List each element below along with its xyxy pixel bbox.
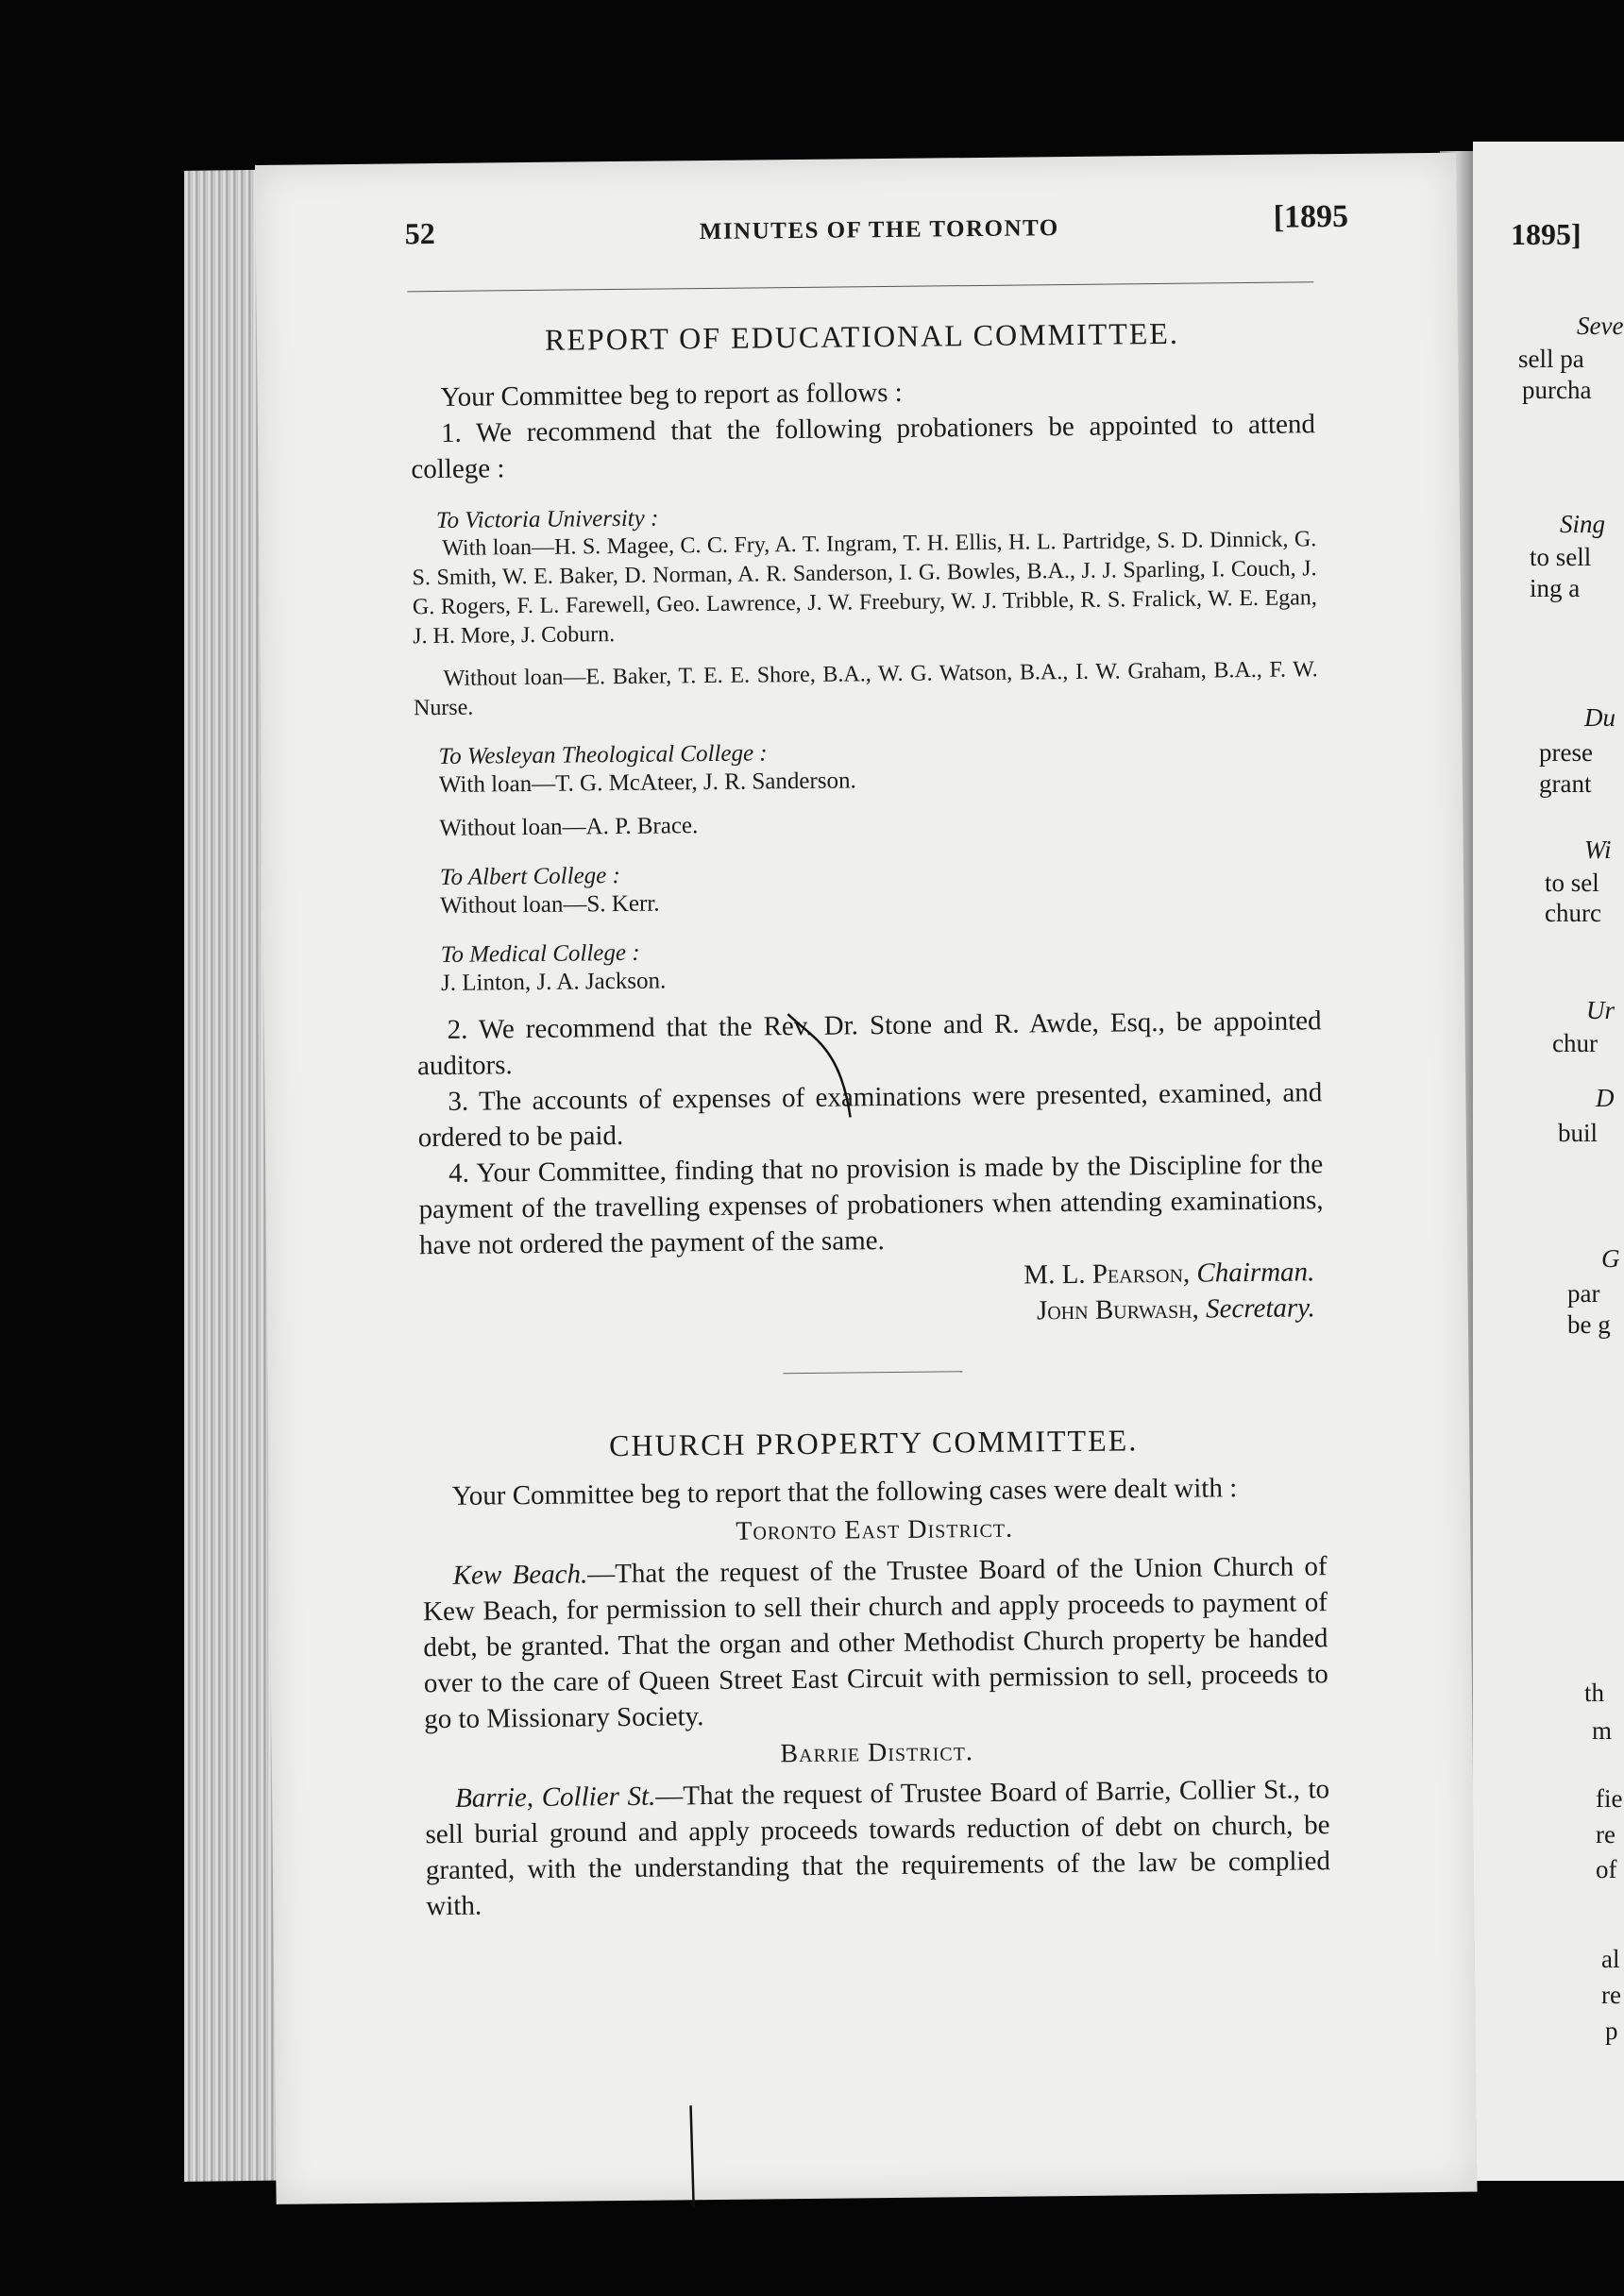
facing-page-year: 1895] bbox=[1511, 217, 1582, 251]
albert-without-loan: Without loan—S. Kerr. bbox=[440, 890, 660, 919]
section-divider bbox=[783, 1371, 962, 1374]
facing-line: D bbox=[1596, 1084, 1615, 1112]
educational-item-3: 3. The accounts of expenses of examinations were presented, examined, and ordered to be paid. bbox=[417, 1077, 1323, 1154]
facing-line: al bbox=[1601, 1945, 1620, 1973]
educational-item-1: 1. We recommend that the following probationers be appointed to attend college : bbox=[411, 409, 1316, 485]
facing-line: sell pa bbox=[1518, 345, 1584, 373]
educational-heading: REPORT OF EDUCATIONAL COMMITTEE. bbox=[544, 315, 1180, 357]
facing-line: G bbox=[1601, 1244, 1620, 1273]
facing-line: Sing bbox=[1560, 510, 1606, 538]
facing-line: buil bbox=[1558, 1119, 1599, 1147]
running-title: MINUTES OF THE TORONTO bbox=[699, 215, 1059, 245]
facing-line: p bbox=[1605, 2017, 1618, 2045]
page-content bbox=[410, 314, 1331, 1924]
facing-line: Wi bbox=[1584, 836, 1612, 864]
facing-page bbox=[1473, 142, 1624, 2181]
facing-line: fie bbox=[1596, 1784, 1623, 1813]
medical-label: To Medical College : bbox=[440, 939, 640, 968]
church-property-heading: CHURCH PROPERTY COMMITTEE. bbox=[609, 1423, 1139, 1463]
facing-line: m bbox=[1592, 1716, 1613, 1745]
facing-line: Ur bbox=[1586, 996, 1616, 1024]
header-year: [1895 bbox=[1273, 198, 1349, 235]
educational-item-2: 2. We recommend that the Rev. Dr. Stone and R. Awde, Esq., be appointed auditors. bbox=[416, 1005, 1322, 1082]
secretary-title: Secretary. bbox=[1205, 1292, 1315, 1325]
kew-beach-text: —That the request of the Trustee Board of the Union Church of Kew Beach, for permission to sell their church and apply proceeds to payment of debt, be granted. That the organ and other Methodist Church property be handed over to the care of Queen Street East Circuit with permission to sell, proceeds to go to Missionary Society. bbox=[422, 1551, 1328, 1735]
barrie-paragraph bbox=[425, 1771, 1331, 1924]
kew-beach-label: Kew Beach. bbox=[452, 1559, 588, 1591]
victoria-without-loan: Without loan—E. Baker, T. E. E. Shore, B.A., W. G. Watson, B.A., I. W. Graham, B.A., F. W. Nurse. bbox=[413, 657, 1318, 721]
educational-intro: Your Committee beg to report as follows : bbox=[440, 377, 903, 413]
medical-names: J. Linton, J. A. Jackson. bbox=[440, 968, 667, 996]
wesleyan-label: To Wesleyan Theological College : bbox=[438, 740, 768, 769]
wesleyan-without-loan: Without loan—A. P. Brace. bbox=[439, 813, 699, 841]
facing-line: th bbox=[1584, 1679, 1605, 1707]
facing-line: be g bbox=[1567, 1310, 1611, 1339]
district-heading-barrie: Barrie District. bbox=[780, 1737, 974, 1769]
facing-line: chur bbox=[1552, 1029, 1598, 1057]
facing-line: grant bbox=[1539, 769, 1592, 798]
facing-line: re bbox=[1601, 1981, 1621, 2009]
wesleyan-with-loan: With loan—T. G. McAteer, J. R. Sanderson. bbox=[438, 768, 856, 798]
secretary-name: John Burwash, bbox=[1036, 1293, 1199, 1326]
pencil-mark bbox=[783, 1008, 869, 1123]
chairman-title: Chairman. bbox=[1196, 1257, 1315, 1289]
chairman-name: M. L. Pearson, bbox=[1023, 1258, 1191, 1291]
header-rule bbox=[407, 281, 1313, 292]
facing-line: Du bbox=[1584, 703, 1616, 732]
facing-line: purcha bbox=[1522, 376, 1592, 404]
barrie-label: Barrie, Collier St. bbox=[454, 1781, 656, 1814]
book-page bbox=[255, 153, 1478, 2204]
facing-line: Seve bbox=[1577, 312, 1624, 340]
facing-line: par bbox=[1567, 1279, 1600, 1308]
victoria-with-loan: With loan—H. S. Magee, C. C. Fry, A. T. Ingram, T. H. Ellis, H. L. Partridge, S. D. Dinnick, G. S. Smith, W. E. Baker, D. Norman, A. R. Sanderson, I. G. Bowles, B.A., J. J. Sparling, I. Couch, J. G. Rogers, F. L. Farewell, Geo. Lawrence, J. W. Freebury, W. J. Tribble, R. S. Fralick, W. E. Egan, J. H. More, J. Coburn. bbox=[412, 527, 1317, 650]
victoria-label: To Victoria University : bbox=[435, 505, 659, 534]
facing-line: ing a bbox=[1530, 574, 1581, 602]
facing-line: re bbox=[1596, 1820, 1616, 1849]
facing-line: to sell bbox=[1530, 543, 1592, 571]
barrie-text: —That the request of Trustee Board of Barrie, Collier St., to sell burial ground and apply proceeds towards reduction of debt on church, be granted, with the understanding that the requirements of the law be complied with. bbox=[425, 1774, 1331, 1922]
facing-line: to sel bbox=[1545, 869, 1599, 897]
page-number: 52 bbox=[404, 216, 435, 251]
page-header bbox=[256, 200, 1458, 269]
facing-line: of bbox=[1596, 1855, 1617, 1883]
district-heading-toronto-east: Toronto East District. bbox=[736, 1513, 1014, 1546]
educational-item-4: 4. Your Committee, finding that no provision is made by the Discipline for the payment of the travelling expenses of probationers when attending examinations, have not ordered the payment of the same. bbox=[418, 1149, 1324, 1261]
kew-beach-paragraph bbox=[422, 1548, 1328, 1737]
pencil-mark bbox=[682, 2105, 702, 2209]
facing-line: prese bbox=[1539, 738, 1593, 767]
albert-label: To Albert College : bbox=[439, 862, 621, 890]
church-property-intro: Your Committee beg to report that the following cases were dealt with : bbox=[451, 1473, 1238, 1511]
facing-line: churc bbox=[1545, 899, 1601, 927]
